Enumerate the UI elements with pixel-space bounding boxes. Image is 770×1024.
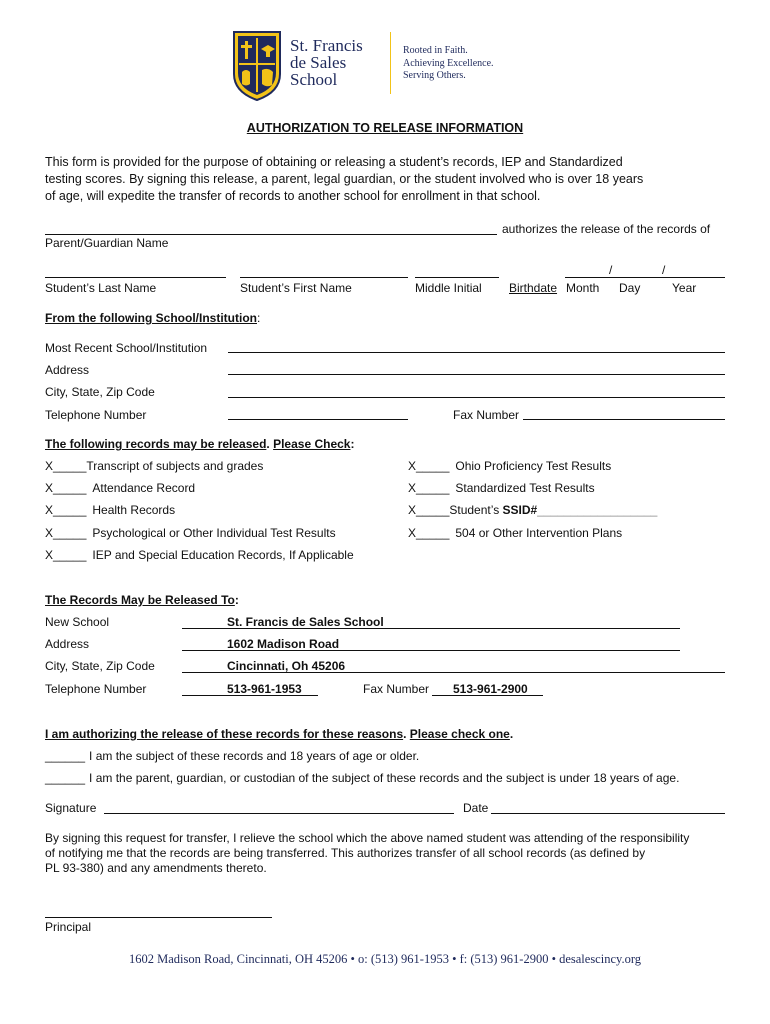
reason-label: I am the subject of these records and 18 years of age or older. xyxy=(89,749,420,763)
closing-line-2: of notifying me that the records are being transferred. This authorizes transfer of all school records (as defined by xyxy=(45,846,646,860)
school-logo xyxy=(232,30,282,102)
from-phone-line[interactable] xyxy=(228,419,408,420)
year-label: Year xyxy=(672,281,697,295)
new-school-label: New School xyxy=(45,615,110,629)
from-phone-label: Telephone Number xyxy=(45,408,147,422)
tagline-2: Achieving Excellence. xyxy=(403,57,494,69)
signature-label: Signature xyxy=(45,801,97,815)
reason-option-2[interactable] xyxy=(45,771,679,785)
signature-line[interactable] xyxy=(104,813,454,814)
intro-line-1: This form is provided for the purpose of obtaining or releasing a student’s records, IEP and Standardized xyxy=(45,155,623,169)
closing-line-3: PL 93-380) and any amendments thereto. xyxy=(45,861,267,875)
recent-school-label: Most Recent School/Institution xyxy=(45,341,208,355)
ssid-blank[interactable]: __________________ xyxy=(537,503,658,517)
tagline-3: Serving Others. xyxy=(403,70,466,81)
reason-blank[interactable]: ______ xyxy=(45,771,86,785)
records-heading: The following records may be released xyxy=(45,437,267,451)
intro-line-3: of age, will expedite the transfer of records to another school for enrollment in that school. xyxy=(45,189,541,203)
principal-label: Principal xyxy=(45,920,92,934)
school-name-line2: de Sales xyxy=(290,53,347,72)
record-check-mark: X_____ xyxy=(45,481,87,495)
record-label: Student’s xyxy=(449,503,503,517)
records-heading-dot: . xyxy=(266,437,274,451)
record-check-mark: X_____ xyxy=(408,459,450,473)
record-left-4[interactable] xyxy=(45,526,336,540)
from-fax-label: Fax Number xyxy=(453,408,520,422)
to-phone-label: Telephone Number xyxy=(45,682,147,696)
records-colon: : xyxy=(350,437,355,451)
student-last-name-line[interactable] xyxy=(45,277,226,278)
record-label: Standardized Test Results xyxy=(455,481,595,495)
released-to-colon: : xyxy=(234,593,239,607)
record-label: 504 or Other Intervention Plans xyxy=(455,526,623,540)
to-phone-value: 513-961-1953 xyxy=(227,682,302,696)
month-label: Month xyxy=(566,281,600,295)
date-label: Date xyxy=(463,801,489,815)
closing-line-1: By signing this request for transfer, I relieve the school which the above named student was attending of the responsibility xyxy=(45,831,690,845)
to-city-label: City, State, Zip Code xyxy=(45,659,155,673)
record-label: Transcript of subjects and grades xyxy=(86,459,264,473)
shield-crest-icon xyxy=(232,30,282,102)
reason-option-1[interactable] xyxy=(45,749,419,763)
principal-signature-line[interactable] xyxy=(45,917,272,918)
record-right-4[interactable] xyxy=(408,526,622,540)
reasons-heading: I am authorizing the release of these records for these reasons xyxy=(45,727,404,741)
record-label: Attendance Record xyxy=(92,481,196,495)
record-label: Psychological or Other Individual Test Results xyxy=(92,526,336,540)
tagline-1: Rooted in Faith. xyxy=(403,45,468,56)
student-last-name-label: Student’s Last Name xyxy=(45,281,157,295)
birthdate-label: Birthdate xyxy=(509,281,558,295)
from-school-heading: From the following School/Institution xyxy=(45,311,257,325)
to-address-value: 1602 Madison Road xyxy=(227,637,340,651)
record-left-5[interactable] xyxy=(45,548,354,562)
birthdate-slash-2: / xyxy=(662,263,666,277)
to-city-value: Cincinnati, Oh 45206 xyxy=(227,659,346,673)
intro-line-2: testing scores. By signing this release, a parent, legal guardian, or the student involved who is over 18 years xyxy=(45,172,644,186)
from-address-line[interactable] xyxy=(228,374,725,375)
record-check-mark: X_____ xyxy=(45,503,87,517)
from-school-colon: : xyxy=(256,311,261,325)
records-check-text: Please Check xyxy=(273,437,351,451)
header-divider xyxy=(390,32,391,94)
recent-school-line[interactable] xyxy=(228,352,725,353)
record-right-1[interactable] xyxy=(408,459,611,473)
school-name-line3: School xyxy=(290,70,338,89)
from-city-line[interactable] xyxy=(228,397,725,398)
record-check-mark: X_____ xyxy=(45,548,87,562)
reason-blank[interactable]: ______ xyxy=(45,749,86,763)
student-first-name-line[interactable] xyxy=(240,277,408,278)
record-label: Ohio Proficiency Test Results xyxy=(455,459,612,473)
record-left-3[interactable] xyxy=(45,503,175,517)
from-fax-line[interactable] xyxy=(523,419,725,420)
day-label: Day xyxy=(619,281,641,295)
record-check-mark: X_____ xyxy=(408,481,450,495)
from-address-label: Address xyxy=(45,363,90,377)
record-check-mark: X_____ xyxy=(408,503,450,517)
student-first-name-label: Student’s First Name xyxy=(240,281,352,295)
new-school-value: St. Francis de Sales School xyxy=(227,615,384,629)
released-to-heading: The Records May be Released To xyxy=(45,593,235,607)
birthdate-line[interactable] xyxy=(565,277,725,278)
record-right-2[interactable] xyxy=(408,481,595,495)
to-fax-label: Fax Number xyxy=(363,682,430,696)
reasons-check-one: Please check one xyxy=(409,727,510,741)
footer-contact: 1602 Madison Road, Cincinnati, OH 45206 • o: (513) 961-1953 • f: (513) 961-2900 • desalescincy.org xyxy=(128,952,642,966)
record-left-2[interactable] xyxy=(45,481,195,495)
record-check-mark: X_____ xyxy=(408,526,450,540)
reason-label: I am the parent, guardian, or custodian of the subject of these records and the subject is under 18 years of age. xyxy=(89,771,680,785)
authorizes-text: authorizes the release of the records of xyxy=(502,222,711,236)
middle-initial-line[interactable] xyxy=(415,277,499,278)
from-city-label: City, State, Zip Code xyxy=(45,385,155,399)
record-label: IEP and Special Education Records, If Applicable xyxy=(92,548,354,562)
middle-initial-label: Middle Initial xyxy=(415,281,482,295)
record-label: Health Records xyxy=(92,503,176,517)
reasons-end-dot: . xyxy=(509,727,514,741)
record-check-mark: X_____ xyxy=(45,526,87,540)
page-title: AUTHORIZATION TO RELEASE INFORMATION xyxy=(246,121,524,135)
birthdate-slash-1: / xyxy=(609,263,613,277)
record-right-3[interactable] xyxy=(408,503,657,517)
parent-name-line[interactable] xyxy=(45,234,497,235)
ssid-label: SSID# xyxy=(502,503,538,517)
date-line[interactable] xyxy=(491,813,725,814)
to-address-label: Address xyxy=(45,637,90,651)
to-fax-value: 513-961-2900 xyxy=(453,682,528,696)
record-check-mark: X_____ xyxy=(45,459,87,473)
parent-name-label: Parent/Guardian Name xyxy=(45,236,169,250)
reasons-heading-dot: . xyxy=(403,727,410,741)
record-left-1[interactable] xyxy=(45,459,263,473)
school-name-line1: St. Francis xyxy=(290,36,363,55)
